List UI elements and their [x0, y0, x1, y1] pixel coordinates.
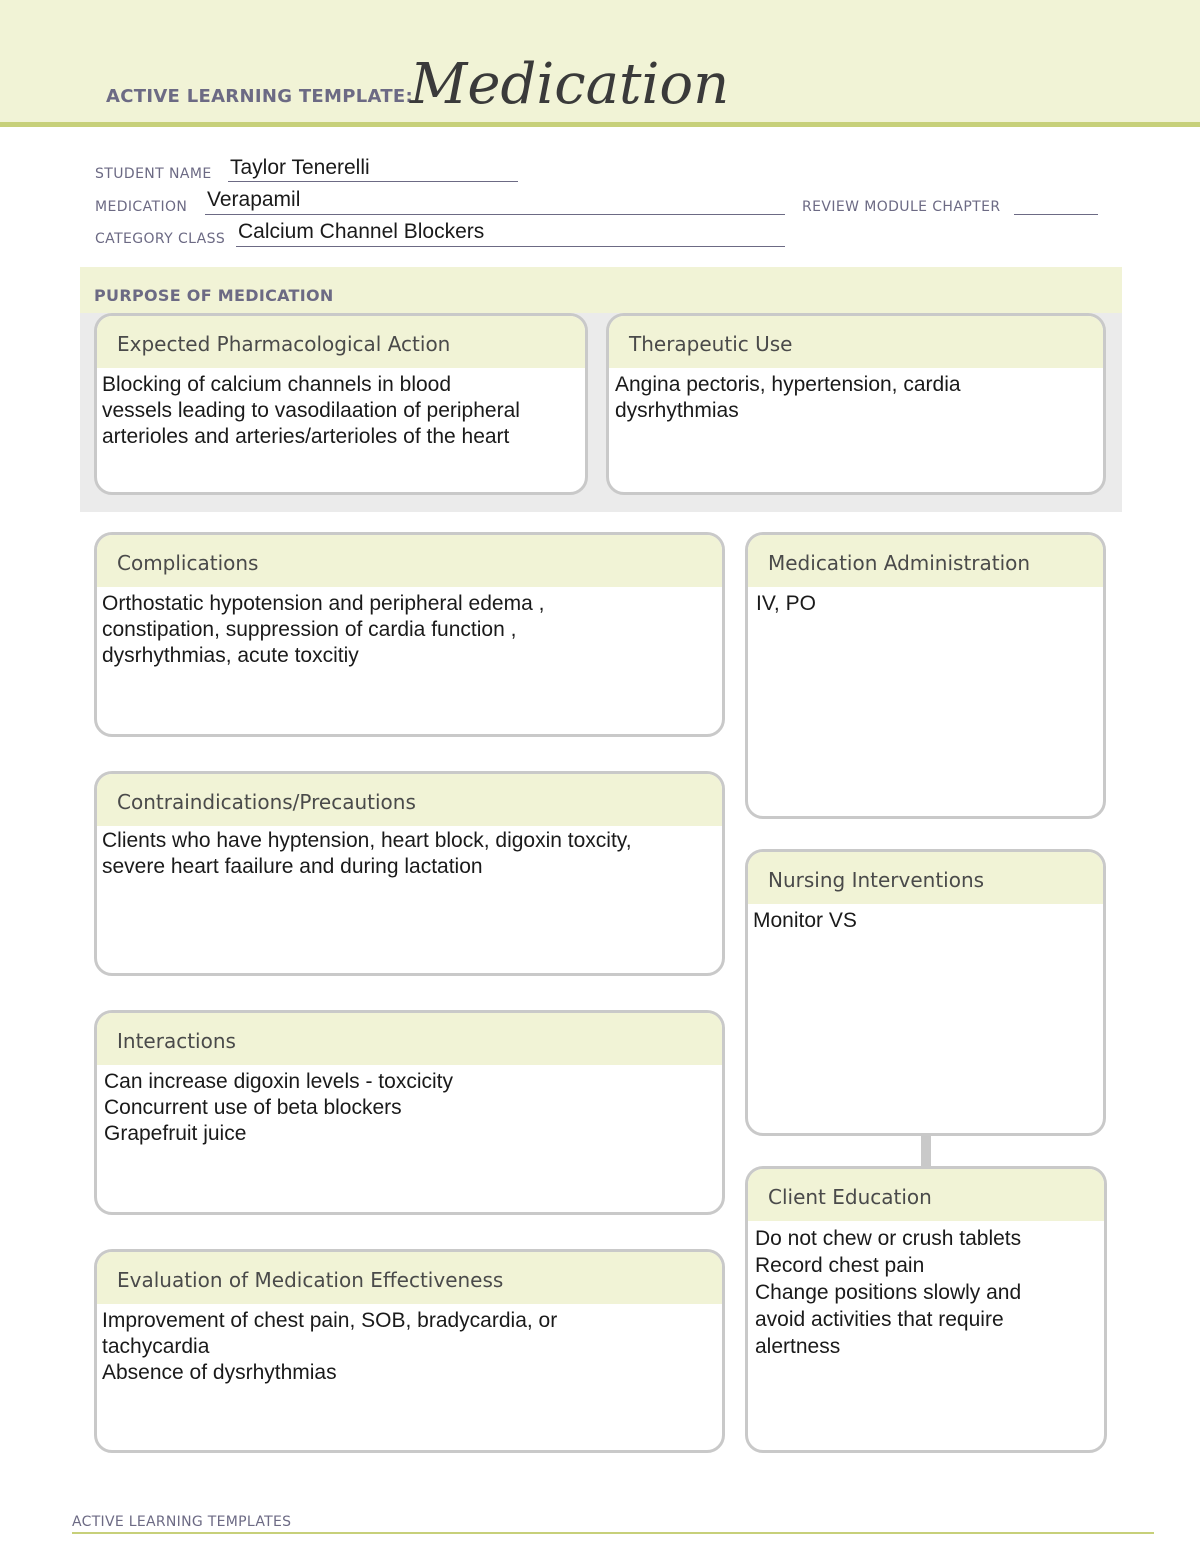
footer-label: ACTIVE LEARNING TEMPLATES: [72, 1514, 292, 1530]
evaluation-body[interactable]: [97, 1304, 722, 1386]
complications-box: [94, 532, 725, 737]
medication-administration-title: Medication Administration: [748, 535, 1103, 587]
contraindications-title: Contraindications/Precautions: [97, 774, 722, 826]
category-class-value[interactable]: Calcium Channel Blockers: [238, 220, 485, 243]
client-education-body[interactable]: [748, 1221, 1104, 1360]
contraindications-body[interactable]: [97, 826, 722, 880]
expected-action-body[interactable]: [97, 368, 585, 450]
therapeutic-use-box: [606, 313, 1106, 495]
medication-administration-body[interactable]: [748, 587, 1103, 617]
therapeutic-use-body[interactable]: [609, 368, 1103, 424]
interactions-box: [94, 1010, 725, 1215]
body-line: dysrhythmias: [615, 399, 739, 422]
header-rule: [0, 122, 1200, 127]
body-line: Concurrent use of beta blockers: [104, 1096, 402, 1119]
interactions-title: Interactions: [97, 1013, 722, 1065]
body-line: arterioles and arteries/arterioles of the heart: [102, 425, 510, 448]
evaluation-title: Evaluation of Medication Effectiveness: [97, 1252, 722, 1304]
body-line: avoid activities that require: [755, 1308, 1004, 1331]
body-line: vessels leading to vasodilaation of peripheral: [102, 399, 520, 422]
body-line: Clients who have hyptension, heart block, digoxin toxcity,: [102, 829, 632, 852]
body-line: Change positions slowly and: [755, 1281, 1022, 1304]
body-line: Record chest pain: [755, 1254, 925, 1277]
body-line: Can increase digoxin levels - toxcicity: [104, 1070, 453, 1093]
body-line: Angina pectoris, hypertension, cardia: [615, 373, 961, 396]
body-line: Monitor VS: [753, 909, 857, 932]
therapeutic-use-title: Therapeutic Use: [609, 316, 1103, 368]
body-line: constipation, suppression of cardia function ,: [102, 618, 517, 641]
review-module-label: REVIEW MODULE CHAPTER: [802, 199, 1001, 215]
category-class-label: CATEGORY CLASS: [95, 231, 226, 247]
expected-action-box: [94, 313, 588, 495]
body-line: Blocking of calcium channels in blood: [102, 373, 452, 396]
nursing-interventions-box: [745, 849, 1106, 1136]
purpose-label: PURPOSE OF MEDICATION: [94, 286, 334, 305]
nursing-interventions-body[interactable]: [748, 904, 1103, 934]
body-line: IV, PO: [756, 592, 816, 615]
client-education-title: Client Education: [748, 1169, 1104, 1221]
client-education-box: [745, 1166, 1107, 1453]
body-line: Absence of dysrhythmias: [102, 1361, 337, 1384]
body-line: severe heart faailure and during lactation: [102, 855, 483, 878]
contraindications-box: [94, 771, 725, 976]
complications-body[interactable]: [97, 587, 722, 669]
page-title: Medication: [410, 52, 730, 117]
medication-administration-box: [745, 532, 1106, 819]
footer-rule: [72, 1532, 1154, 1534]
body-line: dysrhythmias, acute toxcitiy: [102, 644, 359, 667]
body-line: alertness: [755, 1335, 841, 1358]
complications-title: Complications: [97, 535, 722, 587]
review-module-line[interactable]: [1014, 197, 1098, 215]
expected-action-title: Expected Pharmacological Action: [97, 316, 585, 368]
body-line: Improvement of chest pain, SOB, bradycardia, or: [102, 1309, 558, 1332]
medication-label: MEDICATION: [95, 199, 188, 215]
student-name-value[interactable]: Taylor Tenerelli: [230, 156, 370, 179]
body-line: Orthostatic hypotension and peripheral edema ,: [102, 592, 545, 615]
student-name-label: STUDENT NAME: [95, 166, 212, 182]
nursing-interventions-title: Nursing Interventions: [748, 852, 1103, 904]
template-label: ACTIVE LEARNING TEMPLATE:: [106, 86, 413, 107]
body-line: Grapefruit juice: [104, 1122, 247, 1145]
body-line: Do not chew or crush tablets: [755, 1227, 1022, 1250]
medication-value[interactable]: Verapamil: [207, 188, 301, 211]
evaluation-box: [94, 1249, 725, 1453]
interactions-body[interactable]: [97, 1065, 722, 1147]
connector-line: [921, 1134, 931, 1167]
body-line: tachycardia: [102, 1335, 210, 1358]
